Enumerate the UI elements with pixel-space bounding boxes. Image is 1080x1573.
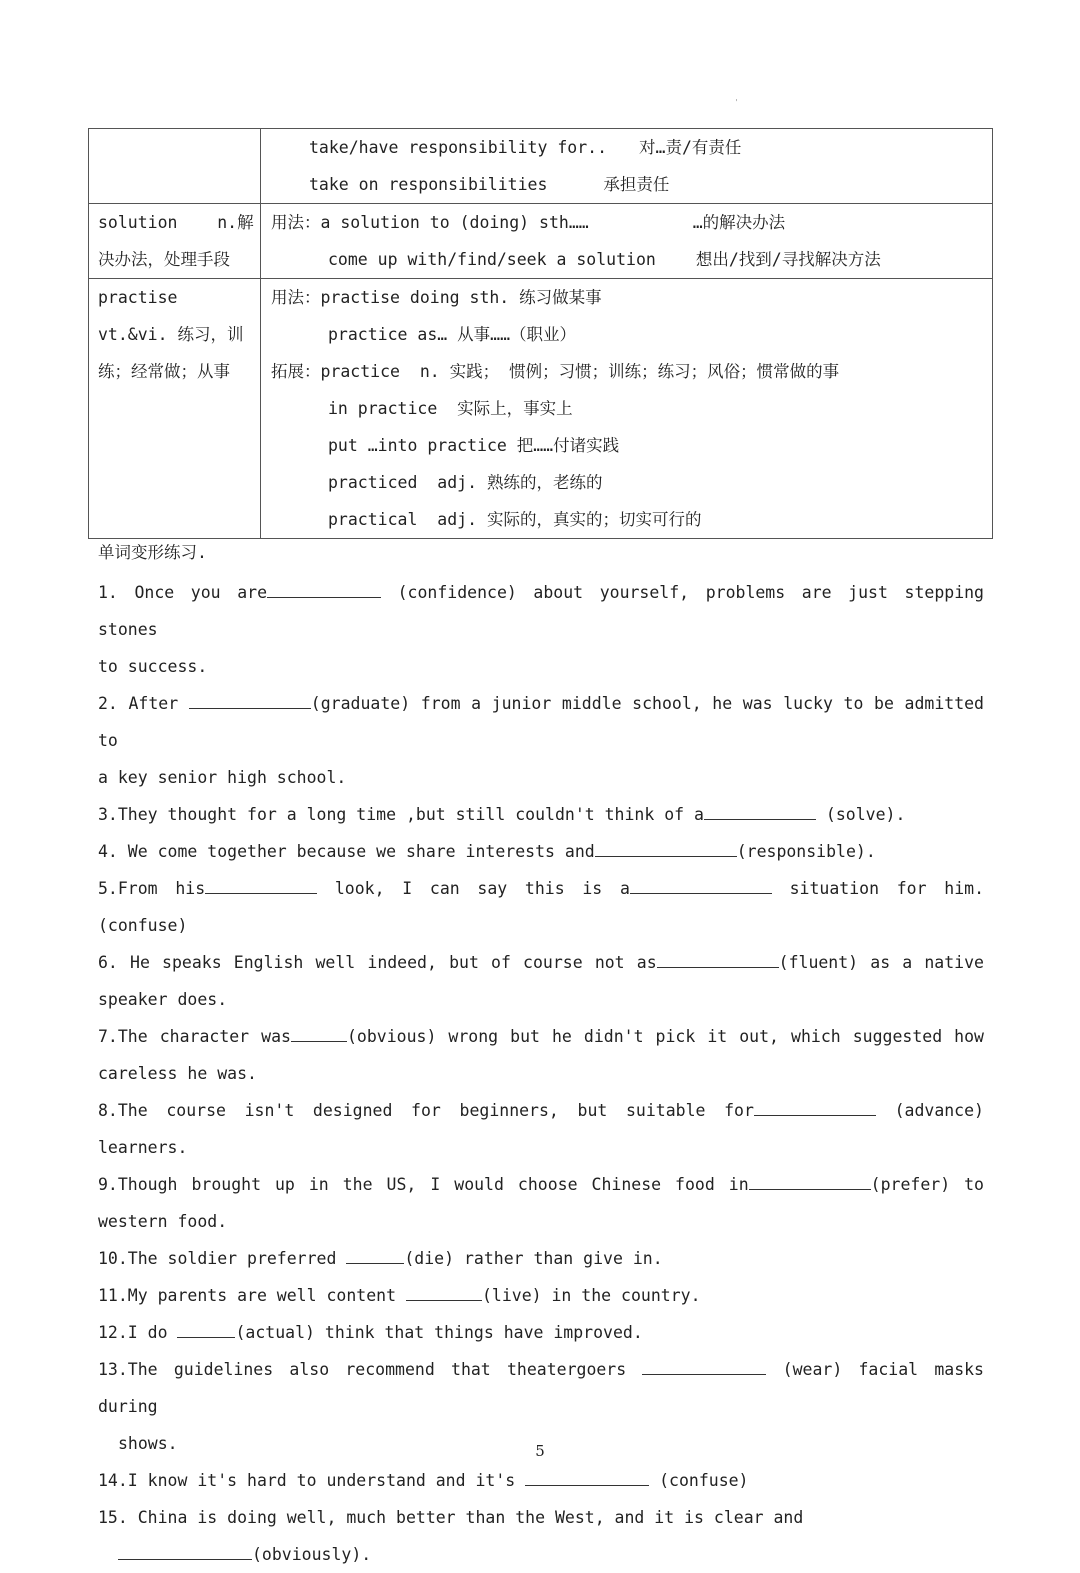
word-cell-practise: practise vt.&vi. 练习，训 练；经常做；从事 [89, 279, 261, 539]
page-number: 5 [535, 1442, 545, 1460]
answer-blank[interactable] [749, 1169, 871, 1190]
usage-line: come up with/find/seek a solution 想出/找到/寻找解决方法 [328, 250, 881, 269]
answer-blank[interactable] [205, 873, 317, 894]
exercise-list [98, 574, 984, 1573]
exercise-item: 2. After (graduate) from a junior middle school, he was lucky to be admitted to [98, 685, 984, 759]
usage-line: 用法：practise doing sth. 练习做某事 [271, 288, 602, 307]
vocabulary-table [88, 128, 993, 539]
usage-line: practical adj. 实际的，真实的；切实可行的 [328, 510, 702, 529]
exercise-item: 13.The guidelines also recommend that theatergoers (wear) facial masks during [98, 1351, 984, 1425]
answer-blank[interactable] [189, 688, 311, 709]
answer-blank[interactable] [267, 577, 381, 598]
exercise-item: 8.The course isn't designed for beginners, but suitable for (advance) learners. [98, 1092, 984, 1166]
exercise-item: 10.The soldier preferred (die) rather than give in. [98, 1240, 984, 1277]
exercise-item: 4. We come together because we share interests and (responsible). [98, 833, 984, 870]
exercise-item: 7.The character was (obvious) wrong but he didn't pick it out, which suggested how [98, 1018, 984, 1055]
answer-blank[interactable] [346, 1243, 404, 1264]
header-mark: ' [734, 98, 739, 107]
usage-line: take on responsibilities 承担责任 [309, 175, 670, 194]
answer-blank[interactable] [630, 873, 772, 894]
answer-blank[interactable] [642, 1354, 766, 1375]
exercise-item-cont: careless he was. [98, 1064, 257, 1083]
exercise-item-cont: western food. [98, 1212, 228, 1231]
answer-blank[interactable] [754, 1095, 876, 1116]
word-cell-empty [89, 129, 261, 204]
answer-blank[interactable] [657, 947, 779, 968]
answer-blank[interactable] [595, 836, 737, 857]
exercise-item: 12.I do (actual) think that things have improved. [98, 1314, 984, 1351]
exercise-title: 单词变形练习. [98, 543, 207, 562]
exercise-item: 6. He speaks English well indeed, but of course not as (fluent) as a native [98, 944, 984, 981]
exercise-item: 14.I know it's hard to understand and it's (confuse) [98, 1462, 984, 1499]
exercise-item: 1. Once you are (confidence) about yourself, problems are just stepping stones [98, 574, 984, 648]
exercise-item-cont: a key senior high school. [98, 768, 347, 787]
exercise-item: 5.From his look, I can say this is a situation for him.(confuse) [98, 870, 984, 944]
usage-line: 拓展：practice n. 实践； 惯例；习惯；训练；练习；风俗；惯常做的事 [271, 362, 840, 381]
table-row [89, 204, 993, 279]
usage-cell [261, 129, 993, 204]
word-cell-solution: solution n.解 决办法，处理手段 [89, 204, 261, 279]
exercise-item-cont: shows. [118, 1434, 178, 1453]
usage-cell [261, 279, 993, 539]
exercise-item-cont: speaker does. [98, 990, 228, 1009]
table-row [89, 279, 993, 539]
answer-blank[interactable] [406, 1280, 482, 1301]
exercise-item-cont: (obviously). [98, 1536, 984, 1573]
exercise-item-cont: to success. [98, 657, 208, 676]
usage-line: practiced adj. 熟练的，老练的 [328, 473, 603, 492]
exercise-item: 3.They thought for a long time ,but still couldn't think of a (solve). [98, 796, 984, 833]
answer-blank[interactable] [291, 1021, 347, 1042]
answer-blank[interactable] [704, 799, 816, 820]
exercise-item: 11.My parents are well content (live) in the country. [98, 1277, 984, 1314]
answer-blank[interactable] [525, 1465, 649, 1486]
usage-line: in practice 实际上，事实上 [328, 399, 573, 418]
usage-line: practice as… 从事……（职业） [328, 325, 577, 344]
exercise-item: 9.Though brought up in the US, I would choose Chinese food in (prefer) to [98, 1166, 984, 1203]
usage-line: take/have responsibility for.. 对…责/有责任 [309, 138, 742, 157]
table-row [89, 129, 993, 204]
exercise-item: 15. China is doing well, much better than the West, and it is clear and [98, 1508, 804, 1527]
usage-line: 用法：a solution to (doing) sth…… …的解决办法 [271, 213, 786, 232]
answer-blank[interactable] [118, 1539, 252, 1560]
usage-cell [261, 204, 993, 279]
usage-line: put …into practice 把……付诸实践 [328, 436, 620, 455]
answer-blank[interactable] [177, 1317, 235, 1338]
